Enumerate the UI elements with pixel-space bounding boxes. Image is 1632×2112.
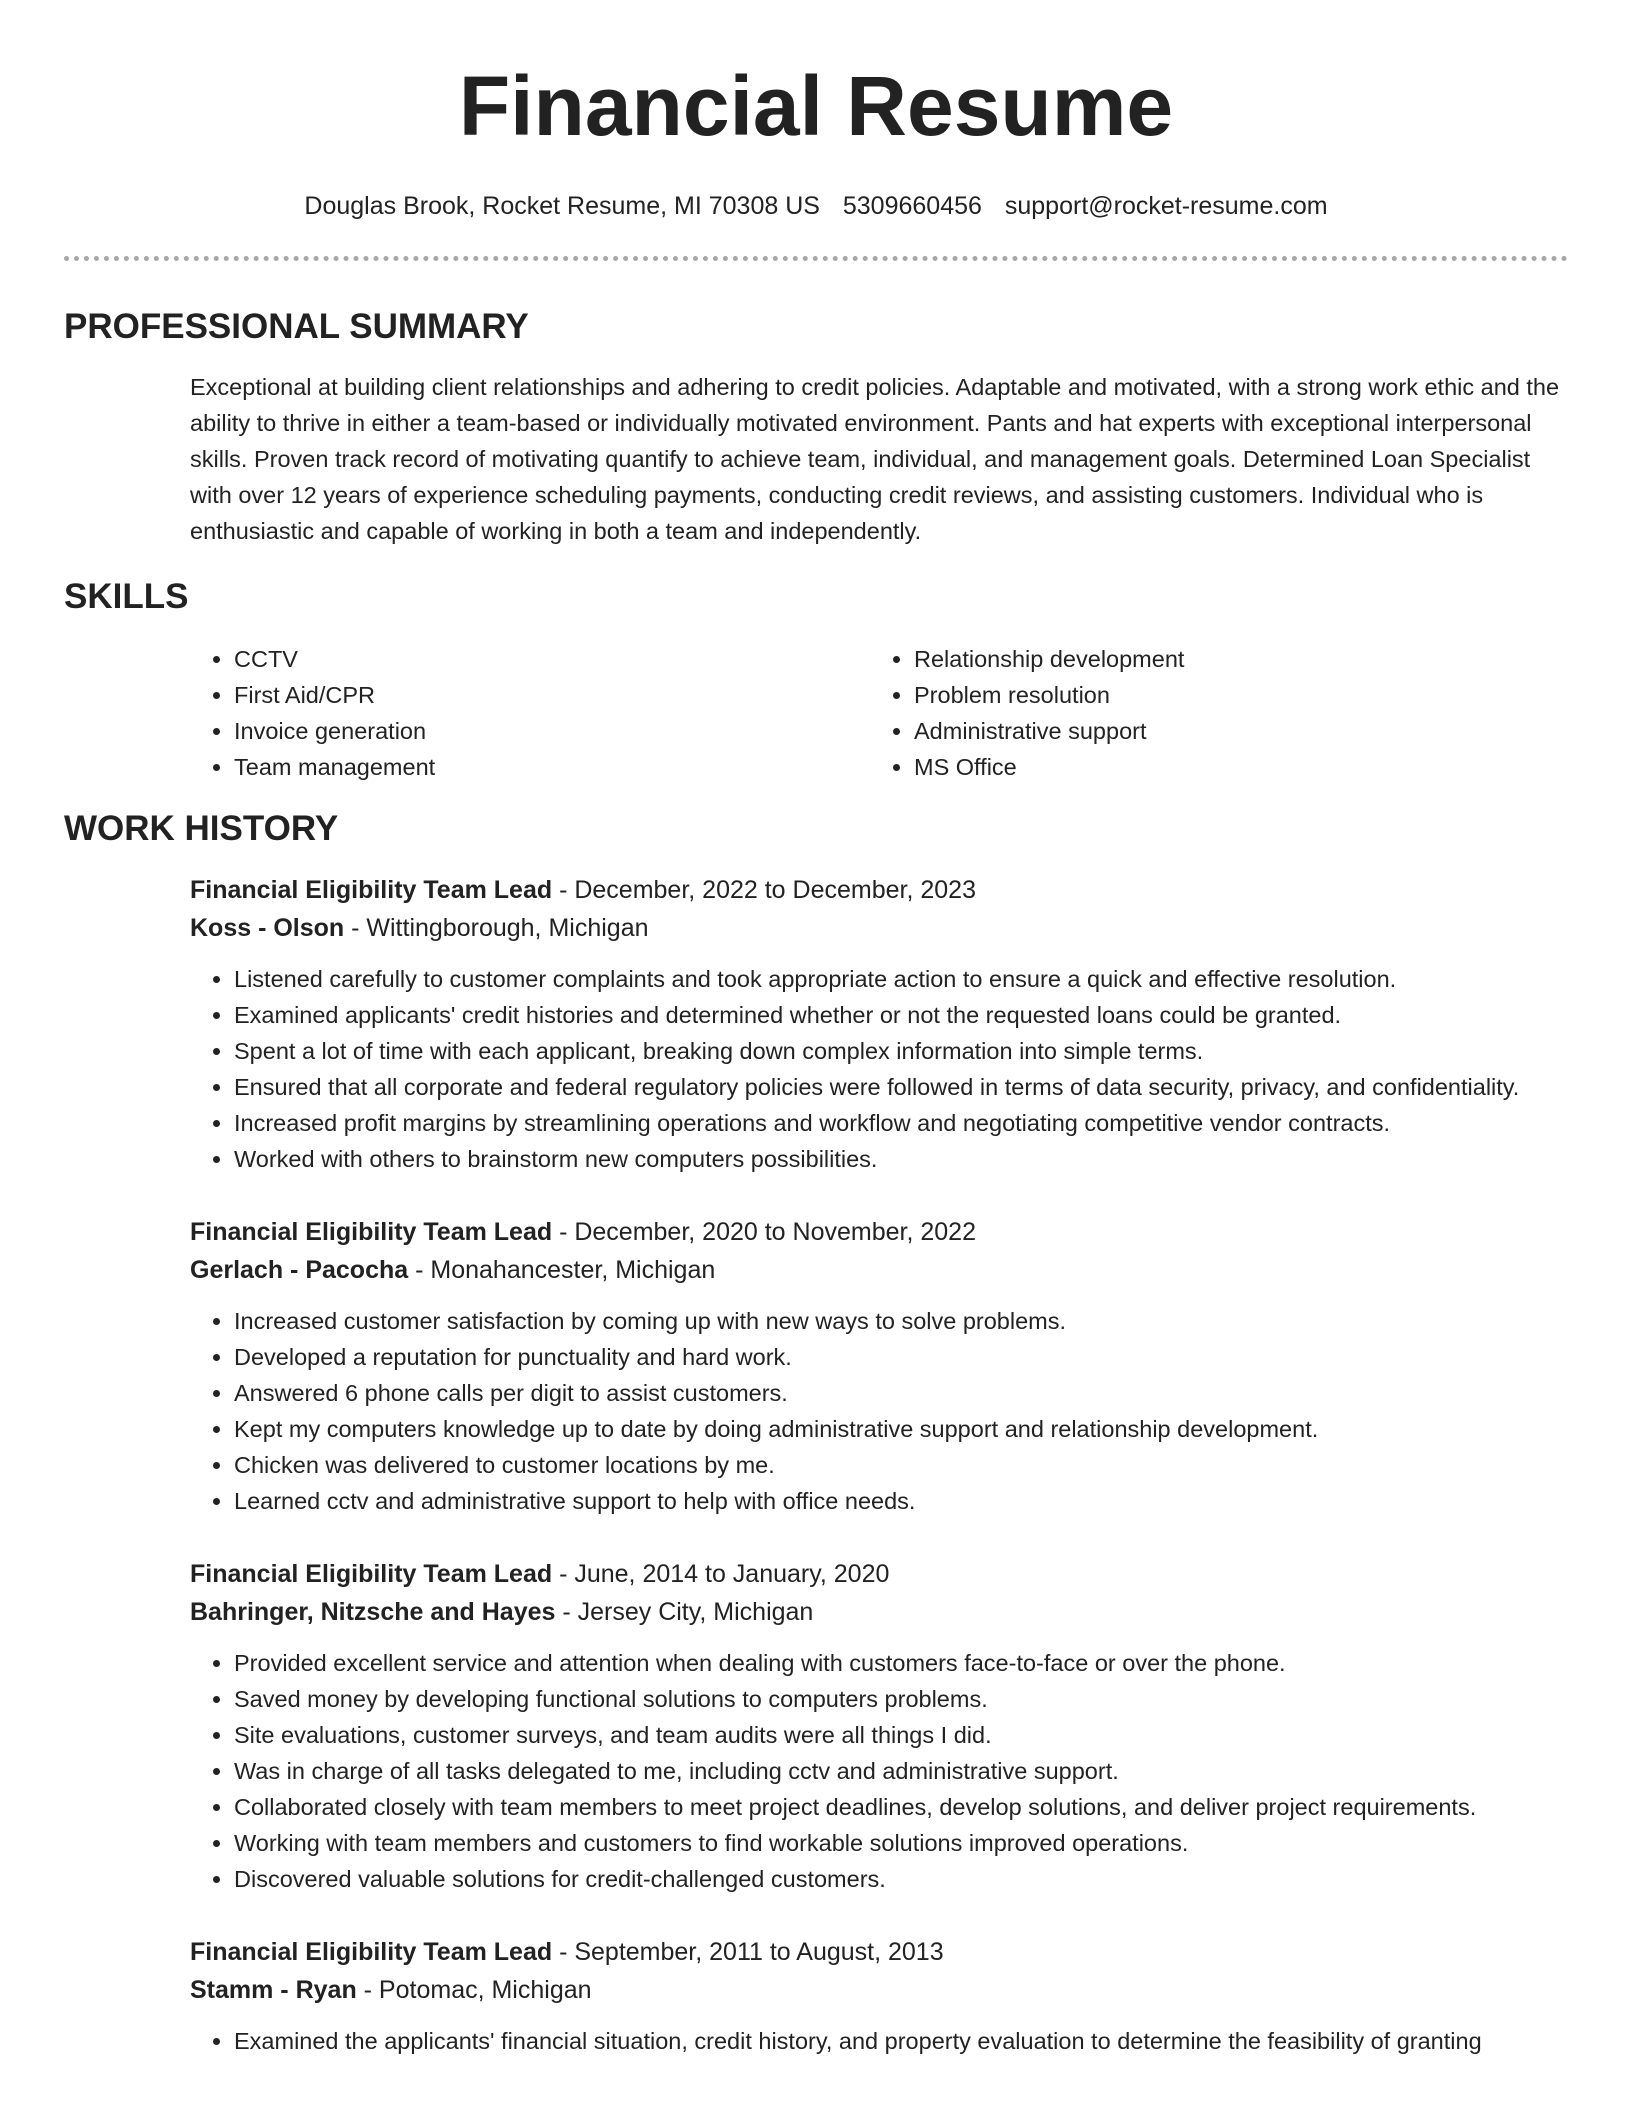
skill-item: • Team management: [234, 749, 870, 785]
job-bullets: [190, 1645, 1568, 1897]
job-location: - Jersey City, Michigan: [555, 1598, 814, 1626]
job-bullet: • Increased customer satisfaction by coming up with new ways to solve problems.: [234, 1303, 1568, 1339]
job-title: Financial Eligibility Team Lead: [190, 876, 553, 904]
skill-item: • First Aid/CPR: [234, 677, 870, 713]
resume-page: [64, 0, 1568, 2059]
section-title-work: WORK HISTORY: [64, 809, 339, 848]
job-title-line: [190, 1933, 1568, 1971]
job-bullet: • Chicken was delivered to customer locations by me.: [234, 1447, 1568, 1483]
job-company: Gerlach - Pacocha: [190, 1256, 409, 1284]
job-bullet: • Site evaluations, customer surveys, and team audits were all things I did.: [234, 1717, 1568, 1753]
summary-text: Exceptional at building client relationships and adhering to credit policies. Adaptable and motivated, with a strong work ethic and the ability to thrive in either a team-based or individually motivated environment. Pants and hat experts with exceptional interpersonal skills. Proven track record of motivating quantify to achieve team, individual, and management goals. Determined Loan Specialist with over 12 years of experience scheduling payments, conducting credit reviews, and assisting customers. Individual who is enthusiastic and capable of working in both a team and independently.: [190, 374, 1560, 544]
job-entry: [190, 1555, 1568, 1897]
job-bullet: • Ensured that all corporate and federal regulatory policies were followed in terms of data security, privacy, and confidentiality.: [234, 1069, 1568, 1105]
skills-columns: [190, 641, 1568, 785]
job-bullet: • Worked with others to brainstorm new computers possibilities.: [234, 1141, 1568, 1177]
job-bullet: • Examined the applicants' financial situation, credit history, and property evaluation to determine the feasibility of granting: [234, 2023, 1568, 2059]
job-bullet: • Discovered valuable solutions for credit-challenged customers.: [234, 1861, 1568, 1897]
job-company: Stamm - Ryan: [190, 1976, 357, 2004]
work-history-section: [64, 807, 1568, 2059]
job-title-line: [190, 871, 1568, 909]
skill-item: • Administrative support: [914, 713, 1184, 749]
job-entry: [190, 1933, 1568, 2059]
job-bullets: [190, 1303, 1568, 1519]
job-title-line: [190, 1555, 1568, 1593]
skill-item: • CCTV: [234, 641, 870, 677]
contact-phone: 5309660456: [842, 192, 982, 220]
skill-item: • Invoice generation: [234, 713, 870, 749]
job-bullet: • Kept my computers knowledge up to date by doing administrative support and relationship development.: [234, 1411, 1568, 1447]
job-title-line: [190, 1213, 1568, 1251]
section-title-skills: SKILLS: [64, 577, 189, 616]
job-bullet: • Increased profit margins by streamlining operations and workflow and negotiating competitive vendor contracts.: [234, 1105, 1568, 1141]
job-location: - Monahancester, Michigan: [408, 1256, 716, 1284]
skill-item: • Problem resolution: [914, 677, 1184, 713]
job-bullet: • Learned cctv and administrative support to help with office needs.: [234, 1483, 1568, 1519]
job-title: Financial Eligibility Team Lead: [190, 1938, 553, 1966]
job-dates: - December, 2022 to December, 2023: [552, 876, 976, 904]
job-dates: - September, 2011 to August, 2013: [552, 1938, 944, 1966]
contact-line: [64, 190, 1568, 222]
job-title: Financial Eligibility Team Lead: [190, 1560, 553, 1588]
job-dates: - June, 2014 to January, 2020: [552, 1560, 890, 1588]
job-bullet: • Working with team members and customers to find workable solutions improved operations.: [234, 1825, 1568, 1861]
job-company-line: [190, 1251, 1568, 1289]
skills-section: [64, 575, 1568, 785]
section-title-summary: PROFESSIONAL SUMMARY: [64, 307, 529, 346]
job-bullet: • Saved money by developing functional solutions to computers problems.: [234, 1681, 1568, 1717]
job-company-line: [190, 1593, 1568, 1631]
job-entry: [190, 871, 1568, 1177]
job-bullets: [190, 2023, 1568, 2059]
skills-list-left: [190, 641, 870, 785]
job-bullet: • Answered 6 phone calls per digit to assist customers.: [234, 1375, 1568, 1411]
job-company: Koss - Olson: [190, 914, 345, 942]
job-bullet: • Was in charge of all tasks delegated to me, including cctv and administrative support.: [234, 1753, 1568, 1789]
job-bullet: • Provided excellent service and attention when dealing with customers face-to-face or over the phone.: [234, 1645, 1568, 1681]
job-bullet: • Listened carefully to customer complaints and took appropriate action to ensure a quick and effective resolution.: [234, 961, 1568, 997]
contact-email: support@rocket-resume.com: [1004, 192, 1328, 220]
job-entry: [190, 1213, 1568, 1519]
job-company-line: [190, 1971, 1568, 2009]
contact-address: Douglas Brook, Rocket Resume, MI 70308 US: [304, 192, 820, 220]
skills-list-right: [870, 641, 1184, 785]
job-company: Bahringer, Nitzsche and Hayes: [190, 1598, 556, 1626]
skill-item: • Relationship development: [914, 641, 1184, 677]
job-company-line: [190, 909, 1568, 947]
job-location: - Potomac, Michigan: [356, 1976, 592, 2004]
job-bullet: • Developed a reputation for punctuality and hard work.: [234, 1339, 1568, 1375]
job-bullets: [190, 961, 1568, 1177]
job-location: - Wittingborough, Michigan: [344, 914, 649, 942]
job-bullet: • Examined applicants' credit histories and determined whether or not the requested loans could be granted.: [234, 997, 1568, 1033]
job-bullet: • Collaborated closely with team members to meet project deadlines, develop solutions, and deliver project requirements.: [234, 1789, 1568, 1825]
skill-item: • MS Office: [914, 749, 1184, 785]
header-divider: [64, 256, 1568, 261]
job-title: Financial Eligibility Team Lead: [190, 1218, 553, 1246]
job-bullet: • Spent a lot of time with each applicant, breaking down complex information into simple terms.: [234, 1033, 1568, 1069]
resume-title: Financial Resume: [458, 59, 1174, 153]
job-dates: - December, 2020 to November, 2022: [552, 1218, 976, 1246]
professional-summary-section: [64, 305, 1568, 549]
